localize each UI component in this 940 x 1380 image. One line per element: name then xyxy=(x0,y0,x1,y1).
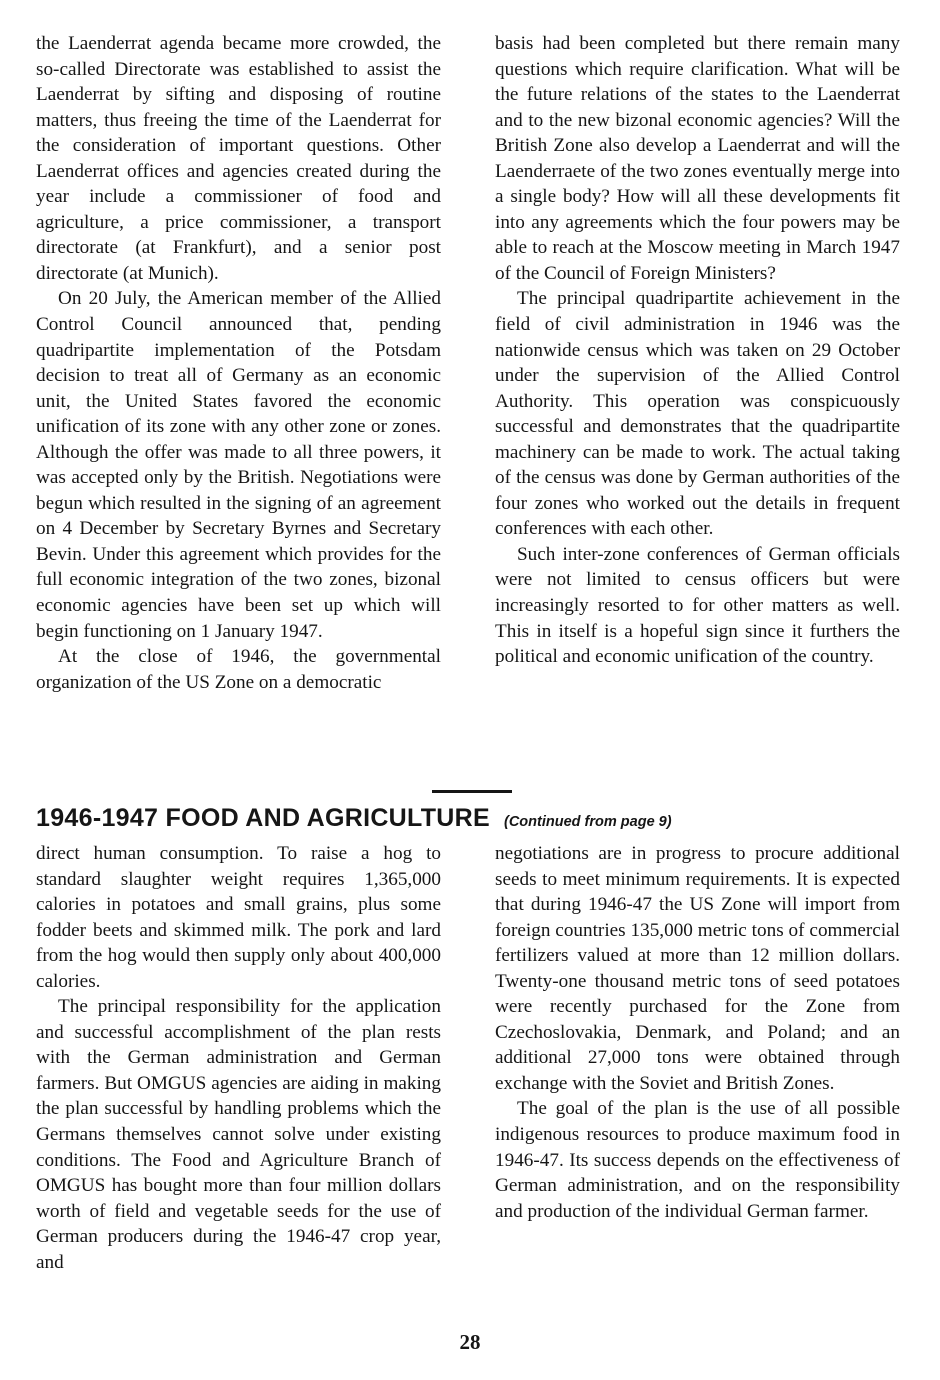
continued-note: (Continued from page 9) xyxy=(504,814,672,830)
paragraph: The principal responsibility for the application and successful accomplishment of the plan rests with the German administration and German farmers. But OMGUS agencies are aiding in making the plan successful by handling problems which the Germans themselves cannot solve under existing conditions. The Food and Agriculture Branch of OMGUS has bought more than four million dollars worth of field and vegetable seeds for the use of German producers during the 1946-47 crop year, and xyxy=(36,996,441,1273)
paragraph: negotiations are in progress to procure additional seeds to meet minimum requirements. It is expected that during 1946-47 the US Zone will import from foreign countries 135,000 metric tons of commercial fertilizers valued at more than 12 million dollars. Twenty-one thousand metric tons of seed potatoes were recently purchased for the Zone from Czechoslovakia, Denmark, and Poland; and an additional 27,000 tons were obtained through exchange with the Soviet and British Zones. xyxy=(495,843,900,1094)
paragraph: At the close of 1946, the governmental organization of the US Zone on a democratic xyxy=(36,646,441,693)
paragraph: the Laenderrat agenda became more crowded, the so-called Directorate was established to assist the Laenderrat by sifting and disposing of routine matters, thus freeing the time of the Laenderrat for the consideration of important questions. Other Laenderrat offices and agencies created during the year include a commissioner of food and agriculture, a price commissioner, a transport directorate (at Frankfurt), and a senior post directorate (at Munich). xyxy=(36,33,441,284)
paragraph: basis had been completed but there remain many questions which require clarification. What will be the future relations of the states to the Laenderrat and to the new bizonal economic agencies? Will the British Zone also develop a Laenderrat and will the Laenderraete of the two zones eventually merge into a single body? How will all these developments fit into any agreements which the four powers may be able to reach at the Moscow meeting in March 1947 of the Council of Foreign Ministers? xyxy=(495,33,900,284)
paragraph: Such inter-zone conferences of German officials were not limited to census officers but were increasingly resorted to for other matters as well. This in itself is a hopeful sign since it furthers the political and economic unification of the country. xyxy=(495,543,900,668)
paragraph: On 20 July, the American member of the Allied Control Council announced that, pending quadripartite implementation of the Potsdam decision to treat all of Germany as an economic unit, the United States favored the economic unification of its zone with any other zone or zones. Although the offer was made to all three powers, it was accepted only by the British. Negotiations were begun which resulted in the signing of an agreement on 4 December by Secretary Byrnes and Secretary Bevin. Under this agreement which provides for the full economic integration of the two zones, bizonal economic agencies have been set up which will begin functioning on 1 January 1947. xyxy=(36,288,441,642)
paragraph: direct human consumption. To raise a hog to standard slaughter weight requires 1,365,000 calories in potatoes and small grains, plus some fodder beets and skimmed milk. The pork and lard from the hog would then supply only about 400,000 calories. xyxy=(36,843,441,992)
section-heading xyxy=(36,804,916,833)
section-title: 1946-1947 FOOD AND AGRICULTURE xyxy=(36,804,490,832)
top-right-column xyxy=(495,31,900,670)
paragraph: The goal of the plan is the use of all possible indigenous resources to produce maximum food in 1946-47. Its success depends on the effectiveness of German administration, and on the responsibility and production of the individual German farmer. xyxy=(495,1098,900,1222)
bottom-left-column xyxy=(36,841,441,1275)
bottom-right-column xyxy=(495,841,900,1224)
top-left-column xyxy=(36,31,441,695)
page-number: 28 xyxy=(459,1330,481,1354)
section-divider xyxy=(432,790,512,793)
paragraph: The principal quadripartite achievement in the field of civil administration in 1946 was the nationwide census which was taken on 29 October under the supervision of the Allied Control Authority. This operation was conspicuously successful and demonstrates that the quadripartite machinery can be made to work. The actual taking of the census was done by German authorities of the four zones who worked out the details in frequent conferences with each other. xyxy=(495,288,900,540)
